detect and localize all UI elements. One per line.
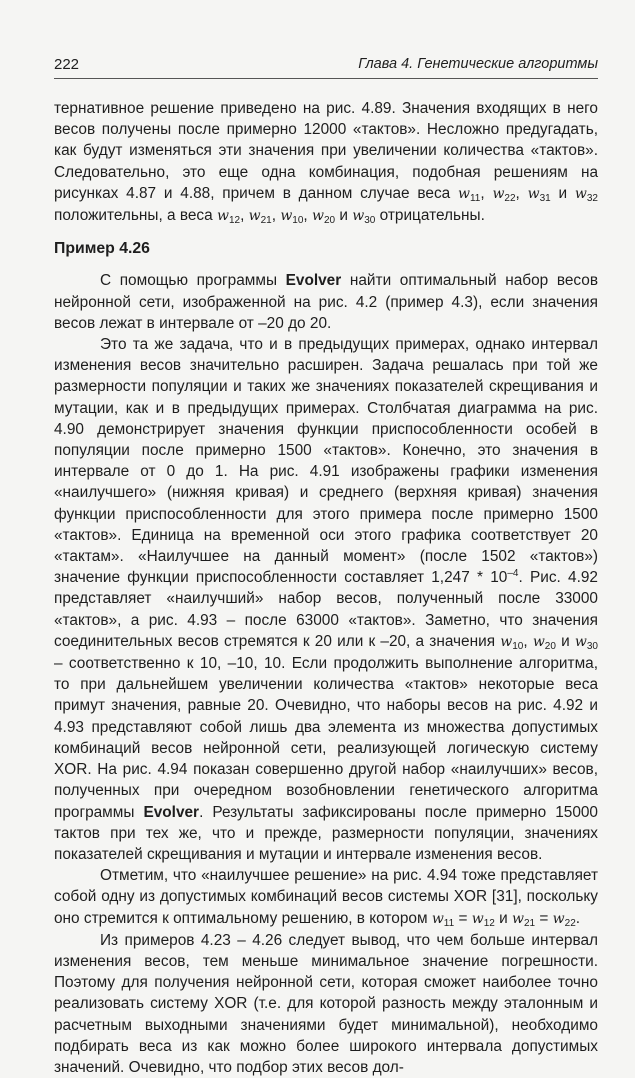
running-head: Глава 4. Генетические алгоритмы xyxy=(358,56,598,72)
paragraph-3: Это та же задача, что и в предыдущих примерах, однако интервал изменения весов значительно расширен. Задача решалась при той же размерности популяции и таких же значениях показателей скрещивания и мутации, как и в предыдущих примерах. Столбчатая диаграмма на рис. 4.90 демонстрирует значения функции приспособленности особей в популяции после примерно 1500 «тактов». Конечно, это значения в интервале от 0 до 1. На рис. 4.91 изображены графики изменения «наилучшего» (нижняя кривая) и среднего (верхняя кривая) значения функции приспособленности для этого примера после примерно 1500 «тактов». Единица на временной оси этого графика соответствует 20 «тактам». «Наилучшее на данный момент» (после 1502 «тактов») значение функции приспособленности составляет $1,247 * 10^{-4}$. Рис. 4.92 представляет «наилучший» набор весов, полученный после 33000 «тактов», а рис. 4.93 – после 63000 «тактов». Заметно, что значения соединительных весов стремятся к 20 или к –20, а значения $w_{10}$, $w_{20}$ и $w_{30}$ – соответственно к 10, –10, 10. Если продолжить выполнение алгоритма, то при дальнейшем увеличении количества «тактов» некоторые веса примут значения, равные 20. Очевидно, что наборы весов на рис. 4.92 и 4.93 представляют собой лишь два элемента из множества допустимых комбинаций весов нейронной сети, реализующей логическую систему XOR. На рис. 4.94 показан совершенно другой набор «наилучших» весов, полученных при очередном возобновлении генетического алгоритма программы Evolver. Результаты зафиксированы после примерно 15000 тактов при тех же, что и прежде, размерности популяции, значениях показателей скрещивания и мутации и интервале изменения весов. xyxy=(54,336,598,863)
example-heading: Пример 4.26 xyxy=(54,240,150,258)
page-number: 222 xyxy=(54,56,80,73)
paragraph-2: С помощью программы Evolver найти оптимальный набор весов нейронной сети, изображенной на рис. 4.2 (пример 4.3), если значения весов лежат в интервале от –20 до 20. xyxy=(54,272,598,332)
paragraph-1: тернативное решение приведено на рис. 4.89. Значения входящих в него весов получены после примерно 12000 «тактов». Несложно предугадать, как будут изменяться эти значения при увеличении количества «тактов». Следовательно, это еще одна комбинация, подобная решениям на рисунках 4.87 и 4.88, причем в данном случае веса $w_{11}$, $w_{22}$, $w_{31}$ и $w_{32}$ положительны, а веса $w_{12}$, $w_{21}$, $w_{10}$, $w_{20}$ и $w_{30}$ отрицательны. xyxy=(54,100,598,227)
paragraph-5: Из примеров 4.23 – 4.26 следует вывод, что чем больше интервал изменения весов, тем меньше минимальное значение погрешности. Поэтому для получения нейронной сети, которая сможет наиболее точно реализовать систему XOR (т.е. для которой разность между эталонным и расчетным выходными значениями будет минимальной), необходимо подбирать веса из как можно более широкого интервала допустимых значений. Очевидно, что подбор этих весов дол- xyxy=(54,931,598,1076)
paragraph-4: Отметим, что «наилучшее решение» на рис. 4.94 тоже представляет собой одну из допустимых комбинаций весов системы XOR [31], поскольку оно стремится к оптимальному решению, в котором $w_{11} = w_{12}$ и $w_{21} = w_{22}$. xyxy=(54,867,598,929)
page-header xyxy=(54,56,598,79)
body-text xyxy=(54,98,598,1078)
